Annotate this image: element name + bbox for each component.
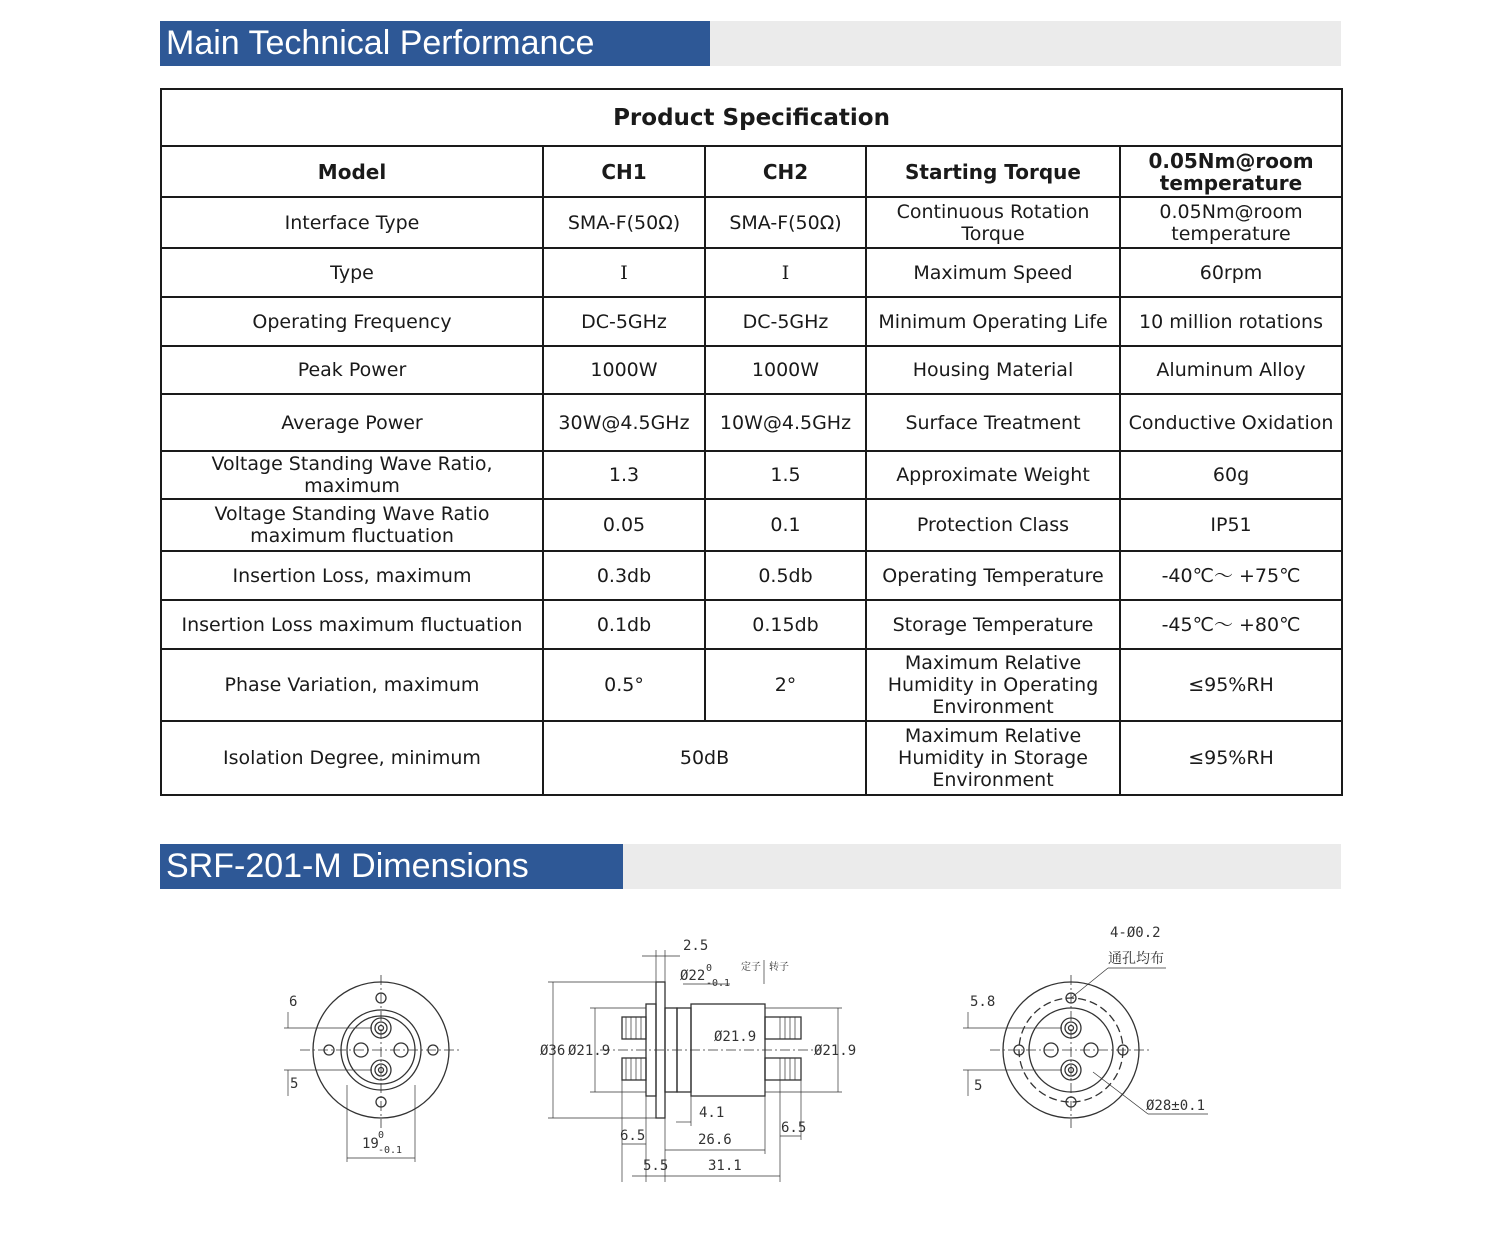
table-cell: -40℃～ +75℃ <box>1120 551 1342 600</box>
table-cell: Phase Variation, maximum <box>161 649 543 721</box>
table-cell: Maximum Relative Humidity in Operating Environment <box>866 649 1120 721</box>
label-rotor: 转子 <box>769 962 789 973</box>
dim-side-21-9-mid: Ø21.9 <box>714 1029 757 1045</box>
dim-side-22: Ø22 <box>680 968 706 984</box>
label-stator: 定子 <box>741 962 761 973</box>
table-cell: 0.15db <box>705 600 866 649</box>
table-header-row <box>161 146 1342 197</box>
table-cell: 0.5db <box>705 551 866 600</box>
table-row <box>161 346 1342 394</box>
spec-table <box>160 88 1343 796</box>
front-view <box>284 975 460 1162</box>
table-cell: DC-5GHz <box>705 297 866 346</box>
section-title-dimensions: SRF-201-M Dimensions <box>160 844 623 889</box>
header-cell: Model <box>161 146 543 197</box>
table-cell: Continuous Rotation Torque <box>866 197 1120 248</box>
dim-side-6-5-left: 6.5 <box>620 1128 646 1144</box>
table-cell: 0.5° <box>543 649 705 721</box>
dim-side-22-tol-low: -0.1 <box>706 978 731 989</box>
table-row <box>161 248 1342 297</box>
dimension-drawings <box>0 900 1500 1200</box>
table-caption-row <box>161 89 1342 146</box>
table-cell: Conductive Oxidation <box>1120 394 1342 451</box>
table-cell: Aluminum Alloy <box>1120 346 1342 394</box>
dim-rear-28: Ø28±0.1 <box>1146 1098 1206 1114</box>
table-cell: SMA-F(50Ω) <box>543 197 705 248</box>
table-cell: Protection Class <box>866 499 1120 551</box>
table-cell: ≤95%RH <box>1120 649 1342 721</box>
header-cell: CH2 <box>705 146 866 197</box>
table-cell: 0.05Nm@room temperature <box>1120 197 1342 248</box>
table-cell: Interface Type <box>161 197 543 248</box>
table-cell: Minimum Operating Life <box>866 297 1120 346</box>
table-cell: SMA-F(50Ω) <box>705 197 866 248</box>
table-cell: -45℃～ +80℃ <box>1120 600 1342 649</box>
dim-side-26-6: 26.6 <box>698 1132 732 1148</box>
table-cell: Housing Material <box>866 346 1120 394</box>
label-rear-holes-note: 通孔均布 <box>1108 951 1164 967</box>
dim-side-31-1: 31.1 <box>708 1158 742 1174</box>
side-view <box>548 950 842 1182</box>
table-cell: Insertion Loss maximum fluctuation <box>161 600 543 649</box>
table-cell: 50dB <box>543 721 866 795</box>
dim-front-6: 6 <box>289 994 298 1010</box>
header-cell: CH1 <box>543 146 705 197</box>
dim-side-2-5: 2.5 <box>683 938 709 954</box>
dim-side-36: Ø36 <box>540 1043 566 1059</box>
dim-side-22-tol-up: 0 <box>706 963 713 974</box>
table-cell: 0.05 <box>543 499 705 551</box>
table-cell: Peak Power <box>161 346 543 394</box>
dim-side-21-9-left: Ø21.9 <box>568 1043 611 1059</box>
section-title-performance: Main Technical Performance <box>160 21 710 66</box>
table-cell: Maximum Relative Humidity in Storage Environment <box>866 721 1120 795</box>
table-cell: 1.5 <box>705 451 866 499</box>
dim-rear-holes: 4-Ø0.2 <box>1110 925 1161 941</box>
table-row <box>161 721 1342 795</box>
table-cell: Storage Temperature <box>866 600 1120 649</box>
section-bar-dimensions <box>160 844 1341 889</box>
table-cell: Operating Frequency <box>161 297 543 346</box>
table-cell: Type <box>161 248 543 297</box>
table-cell: DC-5GHz <box>543 297 705 346</box>
dim-front-19: 19 <box>362 1136 379 1152</box>
table-cell: Isolation Degree, minimum <box>161 721 543 795</box>
table-cell: 10 million rotations <box>1120 297 1342 346</box>
table-cell: 30W@4.5GHz <box>543 394 705 451</box>
header-cell: Starting Torque <box>866 146 1120 197</box>
table-cell: 10W@4.5GHz <box>705 394 866 451</box>
technical-drawing <box>0 900 1500 1200</box>
dim-front-19-tol-low: -0.1 <box>378 1145 403 1156</box>
table-cell: 1.3 <box>543 451 705 499</box>
table-cell: I <box>543 248 705 297</box>
table-cell: Voltage Standing Wave Ratio maximum fluctuation <box>161 499 543 551</box>
table-row <box>161 197 1342 248</box>
table-row <box>161 649 1342 721</box>
table-cell: I <box>705 248 866 297</box>
table-caption: Product Specification <box>161 89 1342 146</box>
table-cell: Average Power <box>161 394 543 451</box>
table-cell: 60rpm <box>1120 248 1342 297</box>
dim-side-6-5-right: 6.5 <box>781 1120 807 1136</box>
table-cell: Approximate Weight <box>866 451 1120 499</box>
table-cell: 1000W <box>705 346 866 394</box>
table-cell: 2° <box>705 649 866 721</box>
table-row <box>161 394 1342 451</box>
table-cell: 0.1 <box>705 499 866 551</box>
table-cell: 0.3db <box>543 551 705 600</box>
dim-rear-5: 5 <box>974 1078 983 1094</box>
table-cell: Operating Temperature <box>866 551 1120 600</box>
table-row <box>161 600 1342 649</box>
dim-front-19-tol-up: 0 <box>378 1130 385 1141</box>
table-row <box>161 499 1342 551</box>
table-cell: Maximum Speed <box>866 248 1120 297</box>
dim-side-5-5: 5.5 <box>643 1158 669 1174</box>
table-cell: 0.1db <box>543 600 705 649</box>
table-row <box>161 451 1342 499</box>
table-cell: Insertion Loss, maximum <box>161 551 543 600</box>
dim-front-5: 5 <box>290 1076 299 1092</box>
table-cell: 60g <box>1120 451 1342 499</box>
section-bar-performance <box>160 21 1341 66</box>
table-cell: Voltage Standing Wave Ratio, maximum <box>161 451 543 499</box>
table-cell: IP51 <box>1120 499 1342 551</box>
table-cell: Surface Treatment <box>866 394 1120 451</box>
dim-rear-5-8: 5.8 <box>970 994 996 1010</box>
table-row <box>161 297 1342 346</box>
dim-side-21-9-right: Ø21.9 <box>814 1043 857 1059</box>
table-row <box>161 551 1342 600</box>
table-cell: 1000W <box>543 346 705 394</box>
header-cell: 0.05Nm@room temperature <box>1120 146 1342 197</box>
dim-side-4-1: 4.1 <box>699 1105 725 1121</box>
table-cell: ≤95%RH <box>1120 721 1342 795</box>
